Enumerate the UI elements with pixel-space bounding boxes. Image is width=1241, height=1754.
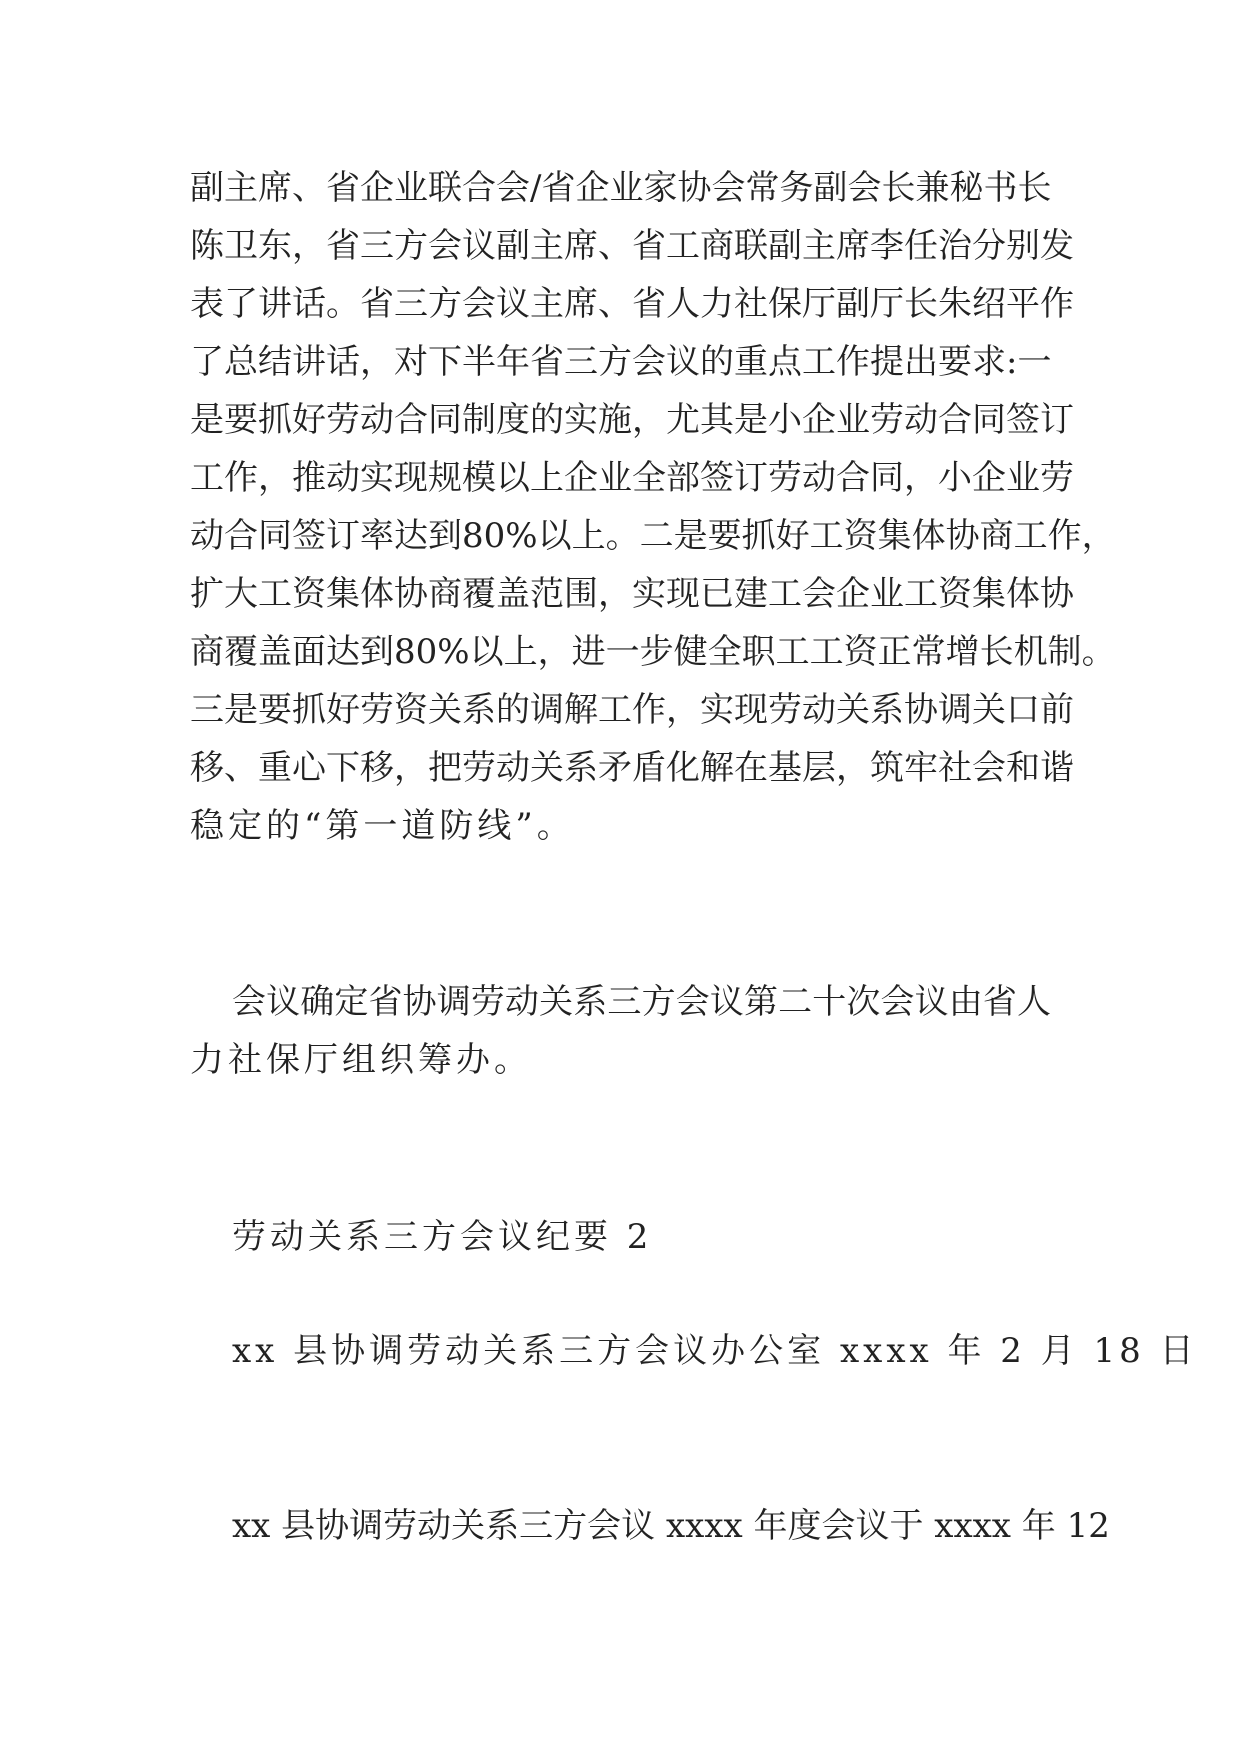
text-line: 工作，推动实现规模以上企业全部签订劳动合同，小企业劳 [190,458,1074,498]
text-line: 稳定的“第一道防线”。 [190,806,575,846]
text-line: 是要抓好劳动合同制度的实施，尤其是小企业劳动合同签订 [190,400,1074,440]
text-line: 表了讲话。省三方会议主席、省人力社保厅副厅长朱绍平作 [190,284,1074,324]
text-line: 三是要抓好劳资关系的调解工作，实现劳动关系协调关口前 [190,690,1074,730]
text-line: 力社保厅组织筹办。 [190,1040,532,1080]
text-line: 会议确定省协调劳动关系三方会议第二十次会议由省人 [232,982,1051,1022]
text-line: 陈卫东，省三方会议副主席、省工商联副主席李任治分别发 [190,226,1074,266]
text-line: 副主席、省企业联合会/省企业家协会常务副会长兼秘书长 [190,168,1052,208]
text-line: 动合同签订率达到80%以上。二是要抓好工资集体协商工作， [190,516,1116,556]
text-line: 移、重心下移，把劳动关系矛盾化解在基层，筑牢社会和谐 [190,748,1074,788]
text-line: 了总结讲话，对下半年省三方会议的重点工作提出要求:一 [190,342,1052,382]
issuer-date-line: xx 县协调劳动关系三方会议办公室 xxxx 年 2 月 18 日 [232,1331,1198,1371]
text-line: 扩大工资集体协商覆盖范围，实现已建工会企业工资集体协 [190,574,1074,614]
text-line: 商覆盖面达到80%以上，进一步健全职工工资正常增长机制。 [190,632,1116,672]
section-heading: 劳动关系三方会议纪要 2 [232,1217,653,1257]
body-start-line: xx 县协调劳动关系三方会议 xxxx 年度会议于 xxxx 年 12 [232,1506,1110,1546]
